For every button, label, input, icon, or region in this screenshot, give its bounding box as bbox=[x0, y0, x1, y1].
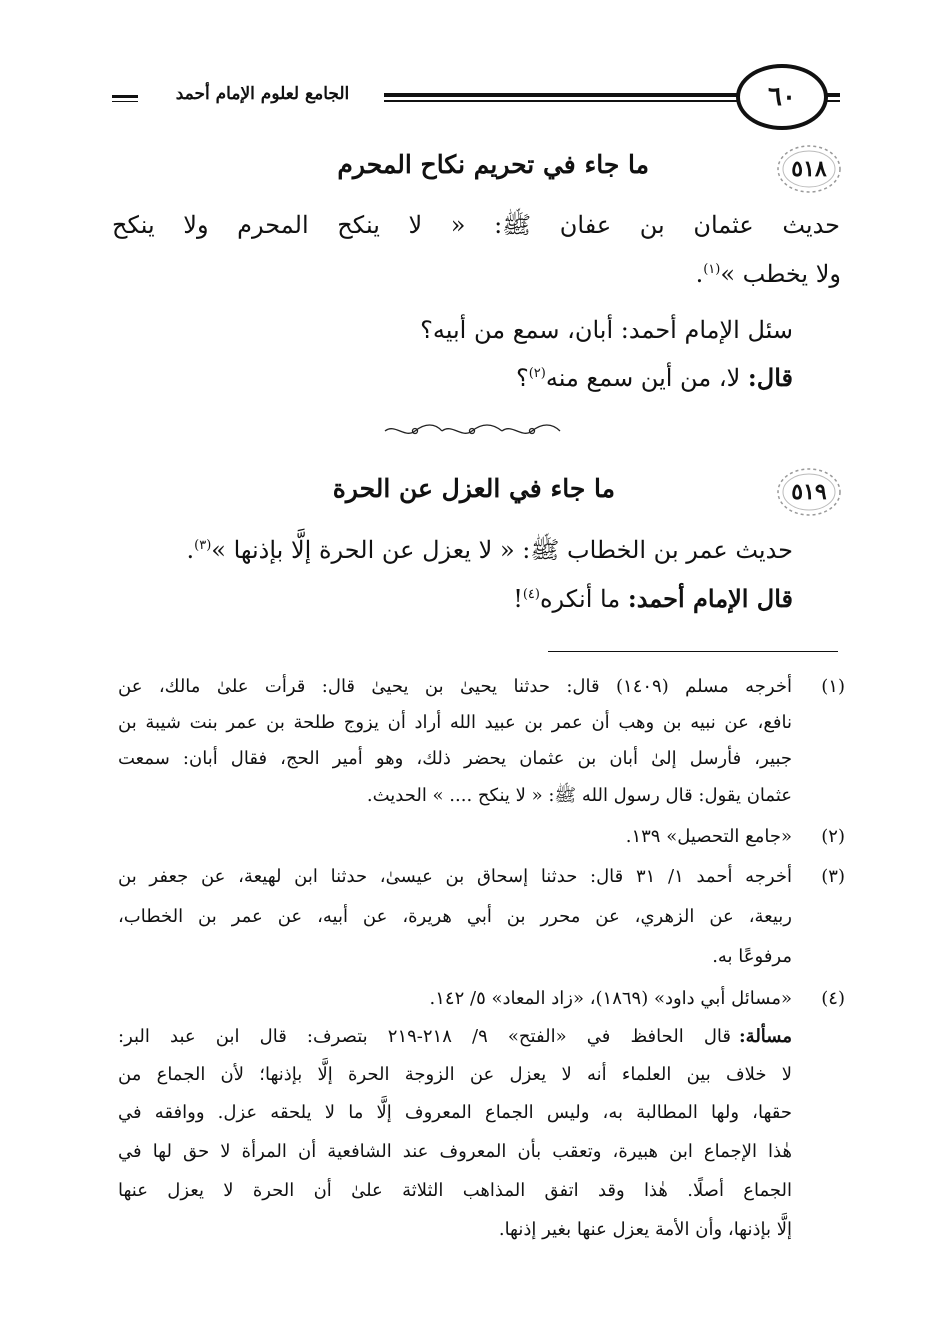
footnote-ref: (٤) bbox=[522, 587, 540, 602]
footnote-marker: (٣) bbox=[821, 866, 845, 887]
footnote-line: حقها، ولها المطالبة به، وليس الجماع المعروف إلَّا ما لا يلحقه عزل. ووافقه في bbox=[118, 1102, 792, 1123]
footnote-line: مرفوعًا به. bbox=[712, 946, 792, 967]
section-number: ٥١٩ bbox=[791, 479, 827, 505]
footnote-ref: (١) bbox=[703, 262, 721, 277]
footnote-line: جبير، فأرسل إلىٰ أبان بن عثمان يحضر ذلك، وهو أمير الحج، فقال أبان: سمعت bbox=[118, 748, 792, 769]
running-title: الجامع لعلوم الإمام أحمد bbox=[175, 84, 350, 104]
page-number-text: ٦٠ bbox=[768, 82, 796, 112]
footnote-marker: (٢) bbox=[821, 826, 845, 847]
header-rule-left-bottom bbox=[112, 101, 138, 102]
answer-label: قال الإمام أحمد: bbox=[627, 584, 793, 613]
footnote-line: الجماع أصلًا. هٰذا وقد اتفق المذاهب الثلاثة علىٰ أن الحرة لا يعزل عنها bbox=[118, 1180, 792, 1201]
header-rule-right-top bbox=[384, 93, 739, 97]
hadith-line-1: حديث عثمان بن عفان ﷺ: « لا ينكح المحرم ولا ينكح bbox=[112, 211, 840, 239]
answer-line: قال: لا، من أين سمع منه$^{(٢)}$؟ bbox=[515, 363, 793, 392]
question-line: سئل الإمام أحمد: أبان، سمع من أبيه؟ bbox=[420, 316, 793, 344]
hadith-line-1: حديث عمر بن الخطاب ﷺ: « لا يعزل عن الحرة إلَّا بإذنها »$^{(٣)}$. bbox=[186, 536, 793, 564]
footnote-line: لا خلاف بين العلماء أنه لا يعزل عن الزوجة الحرة إلَّا بإذنها؛ لأن الجماع من bbox=[118, 1064, 792, 1085]
footnote-line: ربيعة، عن الزهري، عن محرر بن أبي هريرة، عن أبيه، عن عمر بن الخطاب، bbox=[118, 906, 792, 927]
footnote-ref: (٢) bbox=[528, 366, 546, 381]
header-rule-left-top bbox=[112, 95, 138, 98]
hadith-line-2: ولا يخطب »$^{(١)}$. bbox=[695, 260, 841, 288]
header-rule-right-bottom bbox=[384, 100, 739, 102]
footnote-line: «جامع التحصيل» ١٣٩. bbox=[625, 826, 792, 847]
footnote-line: نافع، عن نبيه بن وهب أن عمر بن عبيد الله أراد أن يزوج طلحة بن عمر بنت شيبة بن bbox=[118, 712, 792, 733]
footnote-line: أخرجه مسلم (١٤٠٩) قال: حدثنا يحيىٰ بن يحيىٰ قال: قرأت علىٰ مالك، عن bbox=[118, 676, 792, 697]
header-rule-tail-bottom bbox=[826, 100, 840, 102]
footnote-line: «مسائل أبي داود» (١٨٦٩)، «زاد المعاد» ٥/ ١٤٢. bbox=[429, 988, 792, 1009]
issue-label: مسألة: bbox=[739, 1026, 792, 1047]
section-heading: ما جاء في العزل عن الحرة bbox=[332, 474, 615, 503]
footnote-separator bbox=[548, 651, 838, 652]
section-number-badge bbox=[776, 466, 842, 518]
footnote-line: هٰذا الإجماع ابن هبيرة، وتعقب بأن المعروف عند الشافعية أن المرأة لا حق لها في bbox=[118, 1141, 792, 1162]
section-divider-ornament-icon bbox=[380, 423, 565, 439]
page-number bbox=[736, 64, 828, 130]
footnote-line: عثمان يقول: قال رسول الله ﷺ: « لا ينكح .... » الحديث. bbox=[366, 785, 792, 806]
footnote-marker: (٤) bbox=[821, 988, 845, 1009]
footnote-marker: (١) bbox=[821, 676, 845, 697]
answer-label: قال: bbox=[747, 363, 793, 392]
section-number: ٥١٨ bbox=[791, 156, 827, 182]
footnote-line: إلَّا بإذنها، وأن الأمة يعزل عنها بغير إذنها. bbox=[498, 1219, 792, 1240]
issue-line: مسألة: قال الحافظ في «الفتح» ٩/ ٢١٨-٢١٩ بتصرف: قال ابن عبد البر: bbox=[118, 1026, 792, 1047]
section-heading: ما جاء في تحريم نكاح المحرم bbox=[337, 150, 649, 179]
header-rule-tail-top bbox=[826, 93, 840, 97]
answer-line: قال الإمام أحمد: ما أنكره$^{(٤)}$! bbox=[513, 584, 793, 613]
footnote-line: أخرجه أحمد ١/ ٣١ قال: حدثنا إسحاق بن عيسىٰ، حدثنا ابن لهيعة، عن جعفر بن bbox=[118, 866, 792, 887]
section-number-badge bbox=[776, 143, 842, 195]
footnote-ref: (٣) bbox=[194, 538, 212, 553]
